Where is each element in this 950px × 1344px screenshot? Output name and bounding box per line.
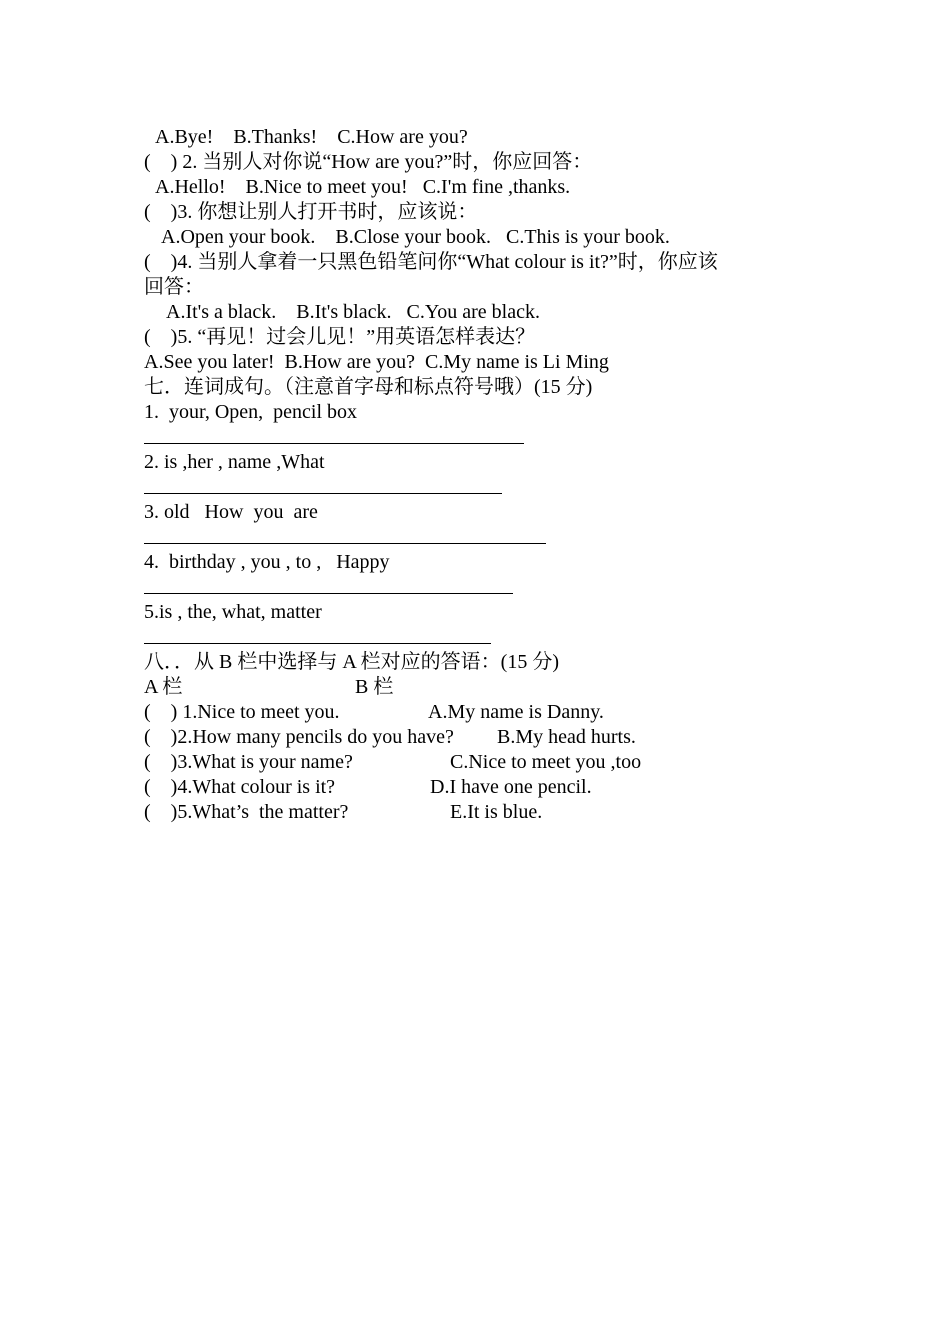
match-answer: D.I have one pencil.	[430, 776, 592, 798]
match-question: ( )4.What colour is it?	[144, 776, 336, 798]
q1-options: A.Bye! B.Thanks! C.How are you?	[155, 126, 468, 148]
match-question: ( )5.What’s the matter?	[144, 801, 349, 823]
match-answer: A.My name is Danny.	[428, 701, 604, 723]
answer-line[interactable]	[144, 643, 491, 644]
q4-options: A.It's a black. B.It's black. C.You are black.	[166, 301, 540, 323]
match-answer: B.My head hurts.	[497, 726, 636, 748]
match-answer: C.Nice to meet you ,too	[450, 751, 642, 773]
match-answer: E.It is blue.	[450, 801, 543, 823]
column-a-label: A 栏	[144, 676, 183, 698]
q3-question: ( )3. 你想让别人打开书时，应该说：	[144, 201, 478, 223]
q5-options: A.See you later! B.How are you? C.My name is Li Ming	[144, 351, 609, 373]
answer-line[interactable]	[144, 593, 513, 594]
q3-options: A.Open your book. B.Close your book. C.This is your book.	[161, 226, 670, 248]
answer-line[interactable]	[144, 443, 524, 444]
section7-heading: 七．连词成句。（注意首字母和标点符号哦）(15 分)	[144, 376, 593, 398]
match-question: ( )3.What is your name?	[144, 751, 353, 773]
q5-question: ( )5. “再见！过会儿见！”用英语怎样表达？	[144, 326, 536, 348]
column-b-label: B 栏	[355, 676, 394, 698]
section8-heading: 八．．从 B 栏中选择与 A 栏对应的答语：(15 分)	[144, 651, 559, 673]
answer-line[interactable]	[144, 543, 546, 544]
q2-question: ( ) 2. 当别人对你说“How are you?”时，你应回答：	[144, 151, 593, 173]
sentence-item: 4. birthday , you , to , Happy	[144, 551, 390, 573]
answer-line[interactable]	[144, 493, 502, 494]
q4-question-cont: 回答：	[144, 276, 204, 298]
match-question: ( )2.How many pencils do you have?	[144, 726, 454, 748]
match-question: ( ) 1.Nice to meet you.	[144, 701, 340, 723]
sentence-item: 3. old How you are	[144, 501, 318, 523]
sentence-item: 5.is , the, what, matter	[144, 601, 322, 623]
sentence-item: 2. is ,her , name ,What	[144, 451, 325, 473]
q2-options: A.Hello! B.Nice to meet you! C.I'm fine ,thanks.	[155, 176, 571, 198]
q4-question: ( )4. 当别人拿着一只黑色铅笔问你“What colour is it?”时，你应该	[144, 251, 718, 273]
sentence-item: 1. your, Open, pencil box	[144, 401, 358, 423]
